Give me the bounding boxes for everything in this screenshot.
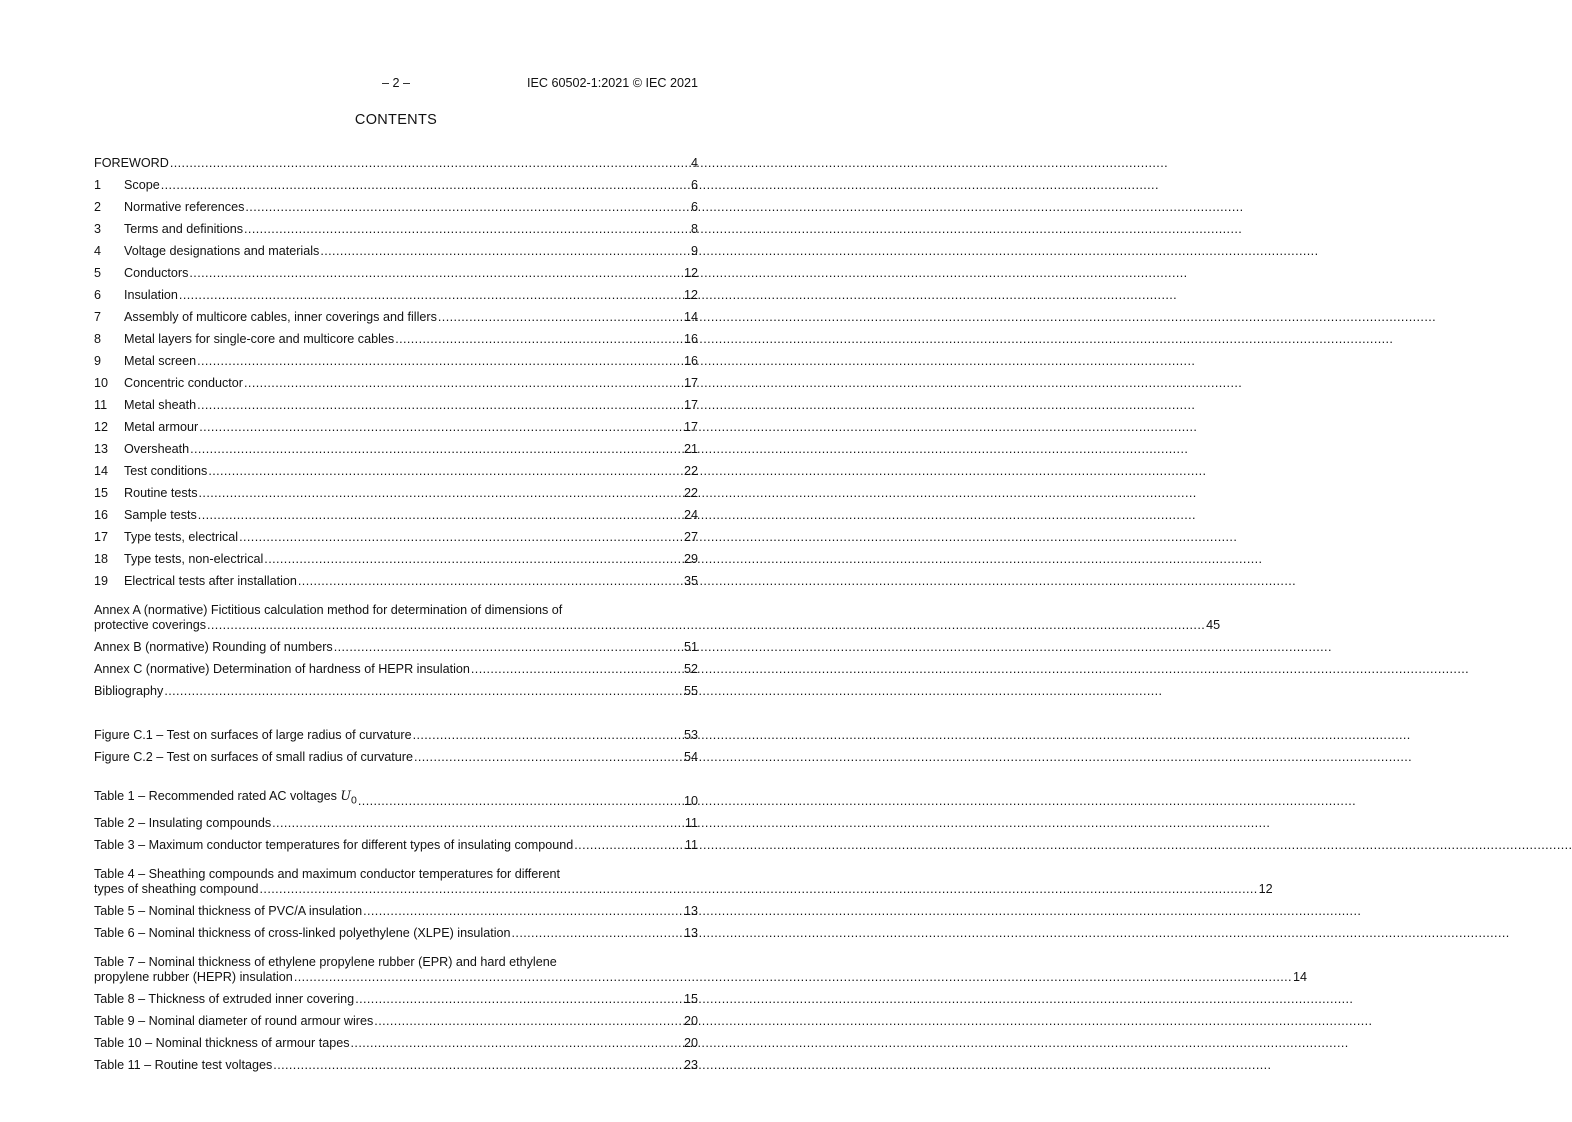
toc-label: Table 9 – Nominal diameter of round armour wires (94, 1014, 374, 1028)
toc-number: 19 (94, 574, 109, 588)
toc-page: 17 (683, 420, 698, 434)
contents-title: CONTENTS (354, 112, 438, 128)
toc-number: 4 (94, 244, 102, 258)
toc-entry-table[interactable] (94, 1054, 698, 1076)
toc-number: 12 (94, 420, 109, 434)
toc-entry-table[interactable] (94, 790, 698, 812)
toc-entry-figure[interactable] (94, 746, 698, 768)
toc-label: Scope (124, 178, 160, 192)
toc-label-cont: protective coverings (94, 618, 206, 632)
toc-number: 1 (94, 178, 102, 192)
toc-number: 6 (94, 288, 102, 302)
toc-entry[interactable] (94, 196, 698, 218)
toc-entry-table[interactable] (94, 944, 1307, 988)
toc-page: 14 (683, 310, 698, 324)
voltage-subscript: 0 (351, 795, 357, 807)
toc-entry[interactable] (94, 570, 698, 592)
toc-label: Test conditions (124, 464, 208, 478)
toc-page: 12 (683, 288, 698, 302)
toc-entry[interactable] (94, 438, 698, 460)
toc-entry-bibliography[interactable] (94, 680, 698, 702)
toc-page: 9 (690, 244, 698, 258)
toc-label: Table 7 – Nominal thickness of ethylene propylene rubber (EPR) and hard ethylene (94, 955, 557, 969)
toc-number: 8 (94, 332, 102, 346)
toc-label: Table 11 – Routine test voltages (94, 1058, 273, 1072)
toc-label: Sample tests (124, 508, 197, 522)
toc-label: Table 3 – Maximum conductor temperatures for different types of insulating compound (94, 838, 574, 852)
toc-page: 13 (683, 904, 698, 918)
toc-page: 24 (683, 508, 698, 522)
toc-label: Annex A (normative) Fictitious calculation method for determination of dimensions of (94, 603, 563, 617)
toc-clauses (94, 152, 1307, 1076)
toc-label: Type tests, electrical (124, 530, 239, 544)
toc-label: Metal layers for single-core and multicore cables (124, 332, 395, 346)
toc-number: 13 (94, 442, 109, 456)
toc-page: 29 (683, 552, 698, 566)
page-header (94, 76, 698, 92)
toc-number: 18 (94, 552, 109, 566)
toc-entry-table[interactable] (94, 834, 698, 856)
toc-entry[interactable] (94, 218, 698, 240)
toc-entry-table[interactable] (94, 900, 698, 922)
toc-entry[interactable] (94, 394, 698, 416)
toc-label: Assembly of multicore cables, inner coverings and fillers (124, 310, 437, 324)
page-number: – 2 – (381, 76, 410, 90)
toc-page: 17 (683, 376, 698, 390)
toc-entry[interactable] (94, 548, 698, 570)
toc-label: Table 8 – Thickness of extruded inner covering (94, 992, 355, 1006)
toc-page: 14 (1292, 970, 1307, 984)
toc-label: Conductors (124, 266, 189, 280)
toc-label: Figure C.2 – Test on surfaces of small radius of curvature (94, 750, 413, 764)
toc-label: Routine tests (124, 486, 198, 500)
toc-entry[interactable] (94, 482, 698, 504)
toc-label: Annex C (normative) Determination of hardness of HEPR insulation (94, 662, 470, 676)
toc-page: 23 (683, 1058, 698, 1072)
toc-label: Table 2 – Insulating compounds (94, 816, 272, 830)
toc-label: Normative references (124, 200, 245, 214)
toc-page: 27 (683, 530, 698, 544)
toc-label: Table 10 – Nominal thickness of armour tapes (94, 1036, 350, 1050)
toc-entry[interactable] (94, 460, 698, 482)
toc-entry[interactable] (94, 328, 698, 350)
toc-page: 20 (683, 1036, 698, 1050)
toc-label: Metal screen (124, 354, 197, 368)
toc-label: Electrical tests after installation (124, 574, 297, 588)
toc-label: Voltage designations and materials (124, 244, 320, 258)
toc-entry[interactable] (94, 262, 698, 284)
toc-page: 22 (683, 486, 698, 500)
toc-number: 15 (94, 486, 109, 500)
toc-number: 16 (94, 508, 109, 522)
toc-page: 20 (683, 1014, 698, 1028)
toc-label: Concentric conductor (124, 376, 244, 390)
toc-page: 11 (684, 838, 698, 852)
standard-identifier: IEC 60502-1:2021 © IEC 2021 (526, 76, 698, 90)
toc-entry-annex-c[interactable] (94, 658, 698, 680)
toc-page: 16 (683, 332, 698, 346)
toc-entry-table[interactable] (94, 856, 1273, 900)
toc-page: 51 (683, 640, 698, 654)
toc-number: 2 (94, 200, 102, 214)
toc-entry-table[interactable] (94, 1010, 698, 1032)
toc-entry-table[interactable] (94, 1032, 698, 1054)
toc-page: 22 (683, 464, 698, 478)
toc-page: 53 (683, 728, 698, 742)
toc-entry[interactable] (94, 284, 698, 306)
toc-page: 16 (683, 354, 698, 368)
toc-entry-foreword[interactable] (94, 152, 698, 174)
toc-label: Figure C.1 – Test on surfaces of large radius of curvature (94, 728, 412, 742)
toc-label-cont: types of sheathing compound (94, 882, 259, 896)
toc-page: 21 (683, 442, 698, 456)
toc-entry[interactable] (94, 306, 698, 328)
toc-number: 7 (94, 310, 102, 324)
toc-label: Oversheath (124, 442, 190, 456)
toc-page: 4 (690, 156, 698, 170)
toc-number: 5 (94, 266, 102, 280)
toc-page: 35 (683, 574, 698, 588)
toc-label: FOREWORD (94, 156, 169, 170)
toc-label-cont: propylene rubber (HEPR) insulation (94, 970, 293, 984)
toc-page: 17 (683, 398, 698, 412)
toc-page: 10 (683, 794, 698, 808)
toc-page: 13 (683, 926, 698, 940)
toc-entry-annex-b[interactable] (94, 636, 698, 658)
toc-page: 6 (690, 178, 698, 192)
toc-entry[interactable] (94, 504, 698, 526)
toc-page: 11 (684, 816, 698, 830)
toc-entry[interactable] (94, 174, 698, 196)
toc-label: Table 5 – Nominal thickness of PVC/A insulation (94, 904, 363, 918)
toc-entry[interactable] (94, 526, 698, 548)
toc-label: Terms and definitions (124, 222, 244, 236)
toc-label: Table 6 – Nominal thickness of cross-linked polyethylene (XLPE) insulation (94, 926, 511, 940)
toc-page: 52 (683, 662, 698, 676)
toc-page: 8 (690, 222, 698, 236)
toc-label: Insulation (124, 288, 178, 302)
toc-number: 3 (94, 222, 102, 236)
toc-page: 6 (690, 200, 698, 214)
voltage-symbol: U (340, 788, 352, 804)
toc-entry-annex-a[interactable] (94, 592, 1221, 636)
toc-entry[interactable] (94, 350, 698, 372)
toc-entry-table[interactable] (94, 922, 698, 944)
toc-number: 11 (94, 398, 108, 412)
toc-entry-table[interactable] (94, 812, 698, 834)
toc-entry-table[interactable] (94, 988, 698, 1010)
toc-entry[interactable] (94, 416, 698, 438)
toc-entry[interactable] (94, 372, 698, 394)
toc-label: Metal armour (124, 420, 199, 434)
toc-page: 55 (683, 684, 698, 698)
toc-label: Table 1 – Recommended rated AC voltages (94, 789, 341, 804)
toc-page: 54 (683, 750, 698, 764)
toc-page: 45 (1206, 618, 1221, 632)
toc-entry[interactable] (94, 240, 698, 262)
toc-entry-figure[interactable] (94, 724, 698, 746)
toc-page: 15 (683, 992, 698, 1006)
toc-page: 12 (683, 266, 698, 280)
toc-label: Annex B (normative) Rounding of numbers (94, 640, 333, 654)
toc-number: 17 (94, 530, 109, 544)
toc-label: Bibliography (94, 684, 164, 698)
toc-number: 9 (94, 354, 102, 368)
toc-page: 12 (1258, 882, 1273, 896)
toc-label: Type tests, non-electrical (124, 552, 264, 566)
toc-label: Metal sheath (124, 398, 197, 412)
toc-label: Table 4 – Sheathing compounds and maximum conductor temperatures for different (94, 867, 560, 881)
toc-number: 14 (94, 464, 109, 478)
toc-number: 10 (94, 376, 109, 390)
